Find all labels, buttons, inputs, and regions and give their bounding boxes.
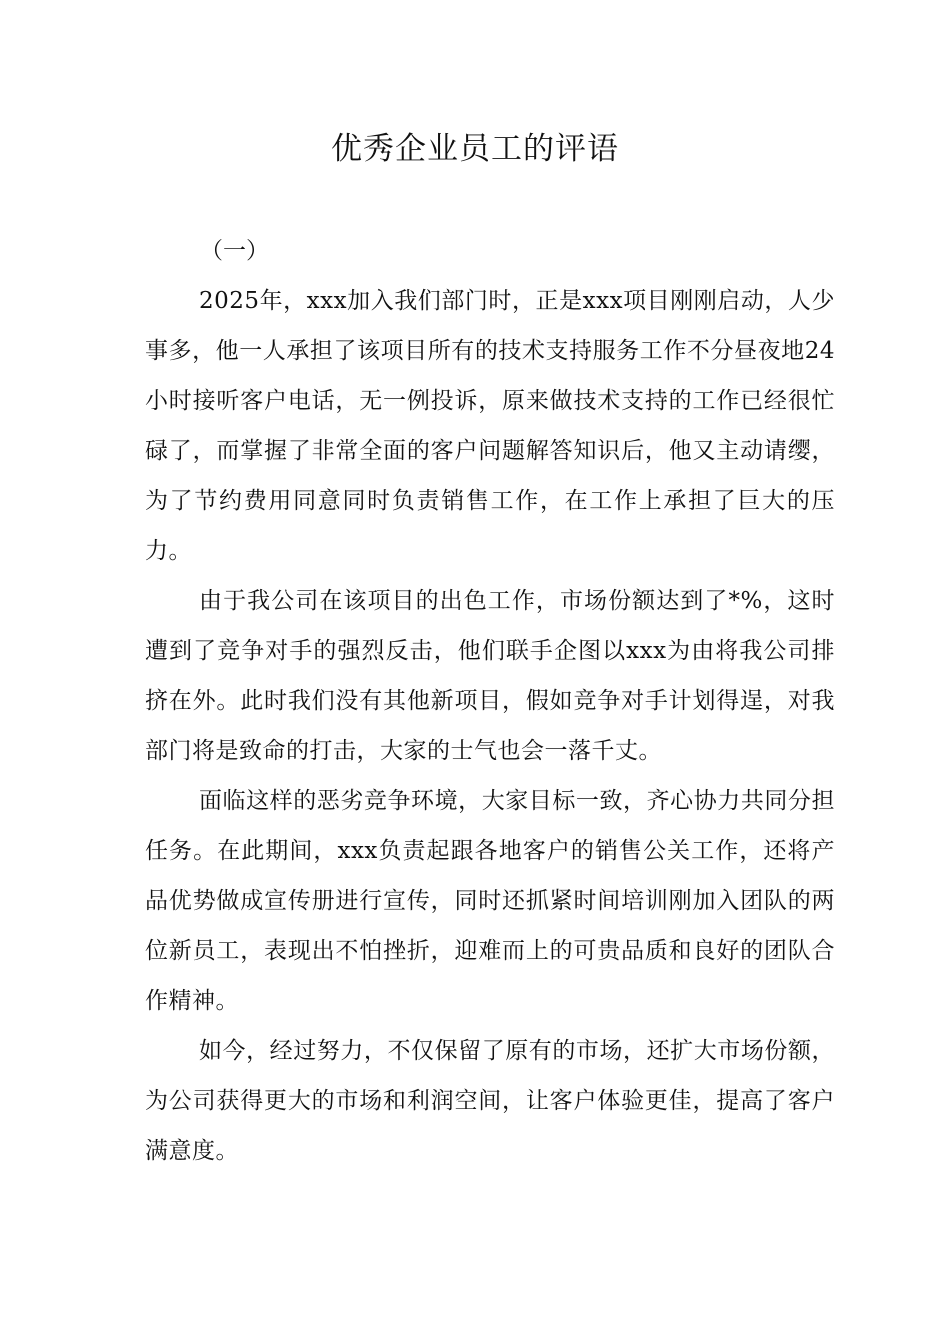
section-label: （一） [200,238,269,264]
paragraph-4: 如今，经过努力，不仅保留了原有的市场，还扩大市场份额，为公司获得更大的市场和利润空间，让客户体验更佳，提高了客户满意度。 [145,1038,835,1164]
document-title: 优秀企业员工的评语 [331,131,619,167]
document-body [145,226,835,1176]
paragraph-1: 2025年，xxx加入我们部门时，正是xxx项目刚刚启动，人少事多，他一人承担了该项目所有的技术支持服务工作不分昼夜地24小时接听客户电话，无一例投诉，原来做技术支持的工作已经很忙碌了，而掌握了非常全面的客户问题解答知识后，他又主动请缨，为了节约费用同意同时负责销售工作，在工作上承担了巨大的压力。 [145,288,835,564]
paragraph-3: 面临这样的恶劣竞争环境，大家目标一致，齐心协力共同分担任务。在此期间，xxx负责起跟各地客户的销售公关工作，还将产品优势做成宣传册进行宣传，同时还抓紧时间培训刚加入团队的两位新员工，表现出不怕挫折，迎难而上的可贵品质和良好的团队合作精神。 [145,788,835,1014]
paragraph-2: 由于我公司在该项目的出色工作，市场份额达到了*%，这时遭到了竞争对手的强烈反击，他们联手企图以xxx为由将我公司排挤在外。此时我们没有其他新项目，假如竞争对手计划得逞，对我部门将是致命的打击，大家的士气也会一落千丈。 [145,588,835,764]
